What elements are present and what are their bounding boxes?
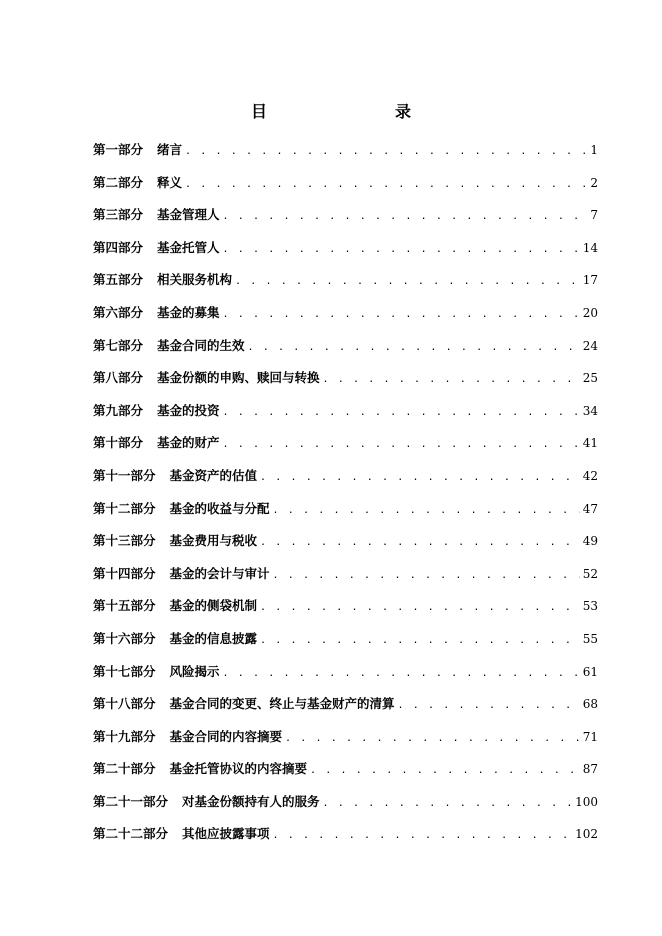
- toc-page-number: 102: [575, 827, 598, 842]
- toc-dot-leader: [223, 207, 588, 227]
- toc-section-title: 基金份额的申购、赎回与转换: [157, 370, 320, 386]
- toc-part-label: 第十六部分: [93, 630, 156, 646]
- toc-entry[interactable]: [93, 368, 598, 401]
- toc-section-title: 基金费用与税收: [169, 533, 258, 549]
- toc-section-title: 基金管理人: [157, 207, 220, 223]
- toc-part-label: 第十九部分: [93, 728, 156, 744]
- toc-entry[interactable]: [93, 303, 598, 336]
- toc-dot-leader: [323, 370, 580, 390]
- toc-part-label: 第十五部分: [93, 598, 156, 614]
- toc-entry[interactable]: [93, 792, 598, 825]
- toc-section-title: 基金的会计与审计: [169, 565, 270, 581]
- toc-section-title: 基金托管协议的内容摘要: [169, 761, 308, 777]
- toc-page-number: 55: [582, 631, 598, 646]
- toc-part-label: 第二部分: [93, 174, 144, 190]
- page-title: 目 录: [250, 102, 443, 121]
- toc-part-label: 第四部分: [93, 239, 144, 255]
- toc-section-title: 基金合同的变更、终止与基金财产的清算: [169, 696, 395, 712]
- toc-entry[interactable]: [93, 727, 598, 760]
- toc-page-number: 2: [590, 175, 598, 190]
- toc-section-title: 基金资产的估值: [169, 467, 258, 483]
- toc-section-title: 基金合同的内容摘要: [169, 728, 283, 744]
- toc-section-title: 基金的财产: [157, 435, 220, 451]
- toc-dot-leader: [260, 533, 580, 553]
- toc-dot-leader: [223, 435, 580, 455]
- toc-dot-leader: [273, 826, 573, 846]
- toc-dot-leader: [223, 664, 580, 684]
- toc-dot-leader: [248, 338, 580, 358]
- toc-entry[interactable]: [93, 173, 598, 206]
- toc-entry[interactable]: [93, 759, 598, 792]
- toc-page-number: 7: [590, 208, 598, 223]
- toc-entry[interactable]: [93, 466, 598, 499]
- toc-dot-leader: [285, 729, 580, 749]
- toc-section-title: 基金合同的生效: [157, 337, 245, 353]
- table-of-contents: [93, 140, 598, 857]
- toc-entry[interactable]: [93, 629, 598, 662]
- toc-entry[interactable]: [93, 564, 598, 597]
- toc-section-title: 对基金份额持有人的服务: [182, 793, 320, 809]
- toc-dot-leader: [235, 272, 580, 292]
- toc-part-label: 第十七部分: [93, 663, 156, 679]
- toc-dot-leader: [323, 794, 573, 814]
- toc-dot-leader: [185, 175, 587, 195]
- toc-part-label: 第八部分: [93, 370, 144, 386]
- toc-part-label: 第十三部分: [93, 533, 156, 549]
- toc-section-title: 基金托管人: [157, 239, 220, 255]
- toc-section-title: 释义: [157, 174, 183, 190]
- toc-page-number: 1: [590, 143, 598, 157]
- toc-page-number: 41: [582, 436, 598, 451]
- toc-part-label: 第十八部分: [93, 696, 156, 712]
- toc-page-number: 34: [582, 403, 598, 418]
- toc-page-number: 100: [575, 794, 598, 809]
- toc-page-number: 68: [582, 697, 598, 712]
- toc-dot-leader: [185, 142, 587, 162]
- toc-dot-leader: [273, 501, 580, 521]
- toc-section-title: 基金的投资: [157, 402, 220, 418]
- toc-page-number: 71: [582, 729, 598, 744]
- toc-section-title: 绪言: [157, 142, 183, 157]
- toc-dot-leader: [310, 761, 580, 781]
- toc-part-label: 第二十二部分: [93, 826, 169, 842]
- toc-entry[interactable]: [93, 336, 598, 369]
- toc-section-title: 相关服务机构: [157, 272, 233, 288]
- toc-part-label: 第二十部分: [93, 761, 156, 777]
- toc-part-label: 第十部分: [93, 435, 144, 451]
- toc-page-number: 61: [582, 664, 598, 679]
- toc-entry[interactable]: [93, 596, 598, 629]
- toc-entry[interactable]: [93, 238, 598, 271]
- toc-section-title: 基金的收益与分配: [169, 500, 270, 516]
- toc-entry[interactable]: [93, 499, 598, 532]
- toc-page-number: 24: [582, 338, 598, 353]
- toc-entry[interactable]: [93, 205, 598, 238]
- toc-entry[interactable]: [93, 694, 598, 727]
- toc-entry[interactable]: [93, 433, 598, 466]
- toc-part-label: 第一部分: [93, 142, 144, 157]
- toc-page-number: 52: [582, 566, 598, 581]
- toc-part-label: 第九部分: [93, 402, 144, 418]
- toc-part-label: 第十一部分: [93, 467, 156, 483]
- toc-dot-leader: [273, 566, 580, 586]
- toc-page-number: 20: [582, 305, 598, 320]
- toc-section-title: 基金的侧袋机制: [169, 598, 258, 614]
- toc-page-number: 42: [582, 468, 598, 483]
- toc-part-label: 第七部分: [93, 337, 144, 353]
- toc-part-label: 第六部分: [93, 304, 144, 320]
- toc-dot-leader: [223, 240, 580, 260]
- toc-entry[interactable]: [93, 140, 598, 173]
- toc-entry[interactable]: [93, 662, 598, 695]
- toc-dot-leader: [260, 468, 580, 488]
- toc-page-number: 47: [582, 501, 598, 516]
- toc-dot-leader: [223, 403, 580, 423]
- toc-dot-leader: [260, 598, 580, 618]
- toc-part-label: 第五部分: [93, 272, 144, 288]
- toc-dot-leader: [398, 696, 580, 716]
- toc-section-title: 其他应披露事项: [182, 826, 270, 842]
- toc-page-number: 87: [582, 762, 598, 777]
- toc-part-label: 第十二部分: [93, 500, 156, 516]
- toc-entry[interactable]: [93, 824, 598, 857]
- toc-entry[interactable]: [93, 531, 598, 564]
- toc-section-title: 风险揭示: [169, 663, 220, 679]
- toc-page-number: 17: [582, 273, 598, 288]
- toc-part-label: 第十四部分: [93, 565, 156, 581]
- toc-dot-leader: [223, 305, 580, 325]
- toc-entry[interactable]: [93, 270, 598, 303]
- toc-part-label: 第二十一部分: [93, 793, 169, 809]
- toc-section-title: 基金的信息披露: [169, 630, 258, 646]
- toc-page-number: 49: [582, 534, 598, 549]
- toc-entry[interactable]: [93, 401, 598, 434]
- toc-page-number: 53: [582, 599, 598, 614]
- toc-dot-leader: [260, 631, 580, 651]
- toc-page-number: 14: [582, 240, 598, 255]
- toc-part-label: 第三部分: [93, 207, 144, 223]
- toc-page-number: 25: [582, 371, 598, 386]
- toc-section-title: 基金的募集: [157, 304, 220, 320]
